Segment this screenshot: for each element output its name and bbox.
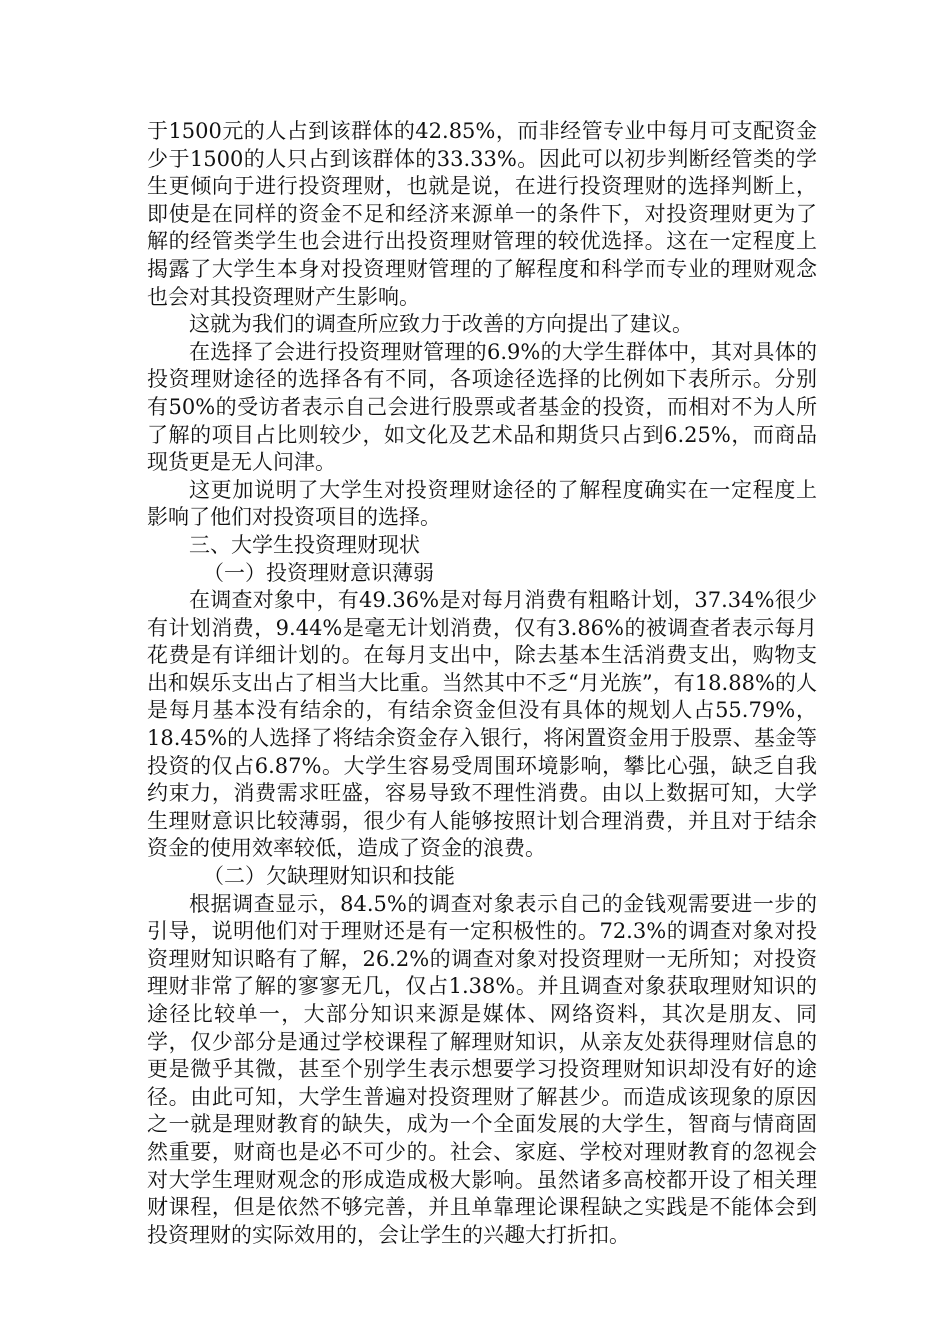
subsection-heading: （二）欠缺理财知识和技能 — [203, 864, 455, 889]
paragraph: 根据调查显示，84.5%的调查对象表示自己的金钱观需要进一步的引导，说明他们对于理财还是有一定积极性的。72.3%的调查对象对投资理财知识略有了解，26.2%的调查对象对投资理财一无所知；对投资理财非常了解的寥寥无几，仅占1.38%。并且调查对象获取理财知识的途径比较单一，大部分知识来源是媒体、网络资料，其次是朋友、同学，仅少部分是通过学校课程了解理财知识，从亲友处获得理财信息的更是微乎其微，甚至个别学生表示想要学习投资理财知识却没有好的途径。由此可知，大学生普遍对投资理财了解甚少。而造成该现象的原因之一就是理财教育的缺失，成为一个全面发展的大学生，智商与情商固然重要，财商也是必不可少的。社会、家庭、学校对理财教育的忽视会对大学生理财观念的形成造成极大影响。虽然诸多高校都开设了相关理财课程，但是依然不够完善，并且单靠理论课程缺之实践是不能体会到投资理财的实际效用的，会让学生的兴趣大打折扣。 — [147, 891, 817, 1247]
section-heading: 三、大学生投资理财现状 — [189, 532, 420, 557]
paragraph: 这更加说明了大学生对投资理财途径的了解程度确实在一定程度上影响了他们对投资项目的选择。 — [147, 477, 817, 530]
subsection-heading: （一）投资理财意识薄弱 — [203, 560, 434, 585]
paragraph: 在选择了会进行投资理财管理的6.9%的大学生群体中，其对具体的投资理财途径的选择各有不同，各项途径选择的比例如下表所示。分别有50%的受访者表示自己会进行股票或者基金的投资，而相对不为人所了解的项目占比则较少，如文化及艺术品和期货只占到6.25%，而商品现货更是无人问津。 — [147, 339, 817, 475]
paragraph-continued: 于1500元的人占到该群体的42.85%，而非经管专业中每月可支配资金少于1500的人只占到该群体的33.33%。因此可以初步判断经管类的学生更倾向于进行投资理财，也就是说，在进行投资理财的选择判断上，即使是在同样的资金不足和经济来源单一的条件下，对投资理财更为了解的经管类学生也会进行出投资理财管理的较优选择。这在一定程度上揭露了大学生本身对投资理财管理的了解程度和科学而专业的理财观念也会对其投资理财产生影响。 — [147, 119, 817, 309]
paragraph: 这就为我们的调查所应致力于改善的方向提出了建议。 — [189, 312, 693, 337]
document-page — [147, 118, 817, 1249]
paragraph: 在调查对象中，有49.36%是对每月消费有粗略计划，37.34%很少有计划消费，9.44%是毫无计划消费，仅有3.86%的被调查者表示每月花费是有详细计划的。在每月支出中，除去基本生活消费支出，购物支出和娱乐支出占了相当大比重。当然其中不乏“月光族”，有18.88%的人是每月基本没有结余的，有结余资金但没有具体的规划人占55.79%，18.45%的人选择了将结余资金存入银行，将闲置资金用于股票、基金等投资的仅占6.87%。大学生容易受周围环境影响，攀比心强，缺乏自我约束力，消费需求旺盛，容易导致不理性消费。由以上数据可知，大学生理财意识比较薄弱，很少有人能够按照计划合理消费，并且对于结余资金的使用效率较低，造成了资金的浪费。 — [147, 588, 817, 861]
